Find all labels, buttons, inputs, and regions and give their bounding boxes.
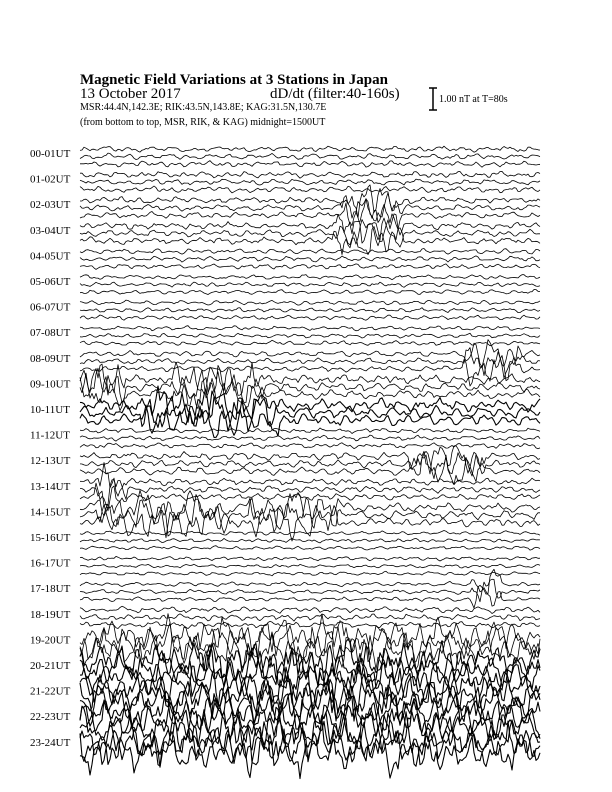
trace-11-12UT-RIK [80,435,540,441]
trace-04-05UT-RIK [80,256,540,262]
trace-00-01UT-MSR [80,161,540,168]
hour-label-13-14UT: 13-14UT [30,480,71,493]
hour-label-09-10UT: 09-10UT [30,378,71,391]
hour-label-18-19UT: 18-19UT [30,608,71,621]
hour-label-15-16UT: 15-16UT [30,532,71,544]
trace-18-19UT-MSR [80,621,540,628]
trace-group [80,146,540,778]
trace-14-15UT-KAG [80,490,540,524]
trace-06-07UT-KAG [80,300,540,305]
date-label: 13 October 2017 [80,86,181,102]
hour-label-17-18UT: 17-18UT [30,583,71,596]
trace-06-07UT-MSR [80,315,540,320]
station-coordinates: MSR:44.4N,142.3E; RIK:43.5N,143.8E; KAG:31.5N,130.7E [80,102,327,113]
trace-07-08UT-MSR [80,340,540,345]
hour-label-16-17UT: 16-17UT [30,557,71,570]
trace-03-04UT-RIK [80,218,540,247]
trace-15-16UT-MSR [80,546,540,550]
hour-label-12-13UT: 12-13UT [30,455,71,468]
trace-11-12UT-MSR [80,443,540,449]
trace-10-11UT-MSR [80,400,540,438]
hour-label-06-07UT: 06-07UT [30,301,71,314]
trace-09-10UT-KAG [80,362,540,395]
hour-label-11-12UT: 11-12UT [30,429,70,442]
trace-16-17UT-RIK [80,564,540,568]
trace-01-02UT-KAG [80,171,540,178]
trace-01-02UT-MSR [80,186,540,193]
trace-18-19UT-RIK [80,614,540,621]
trace-05-06UT-KAG [80,275,540,280]
hour-label-07-08UT: 07-08UT [30,327,71,340]
trace-05-06UT-RIK [80,282,540,287]
trace-13-14UT-KAG [80,463,540,497]
scale-bar [429,88,437,110]
hour-label-22-23UT: 22-23UT [30,711,71,724]
hour-label-02-03UT: 02-03UT [30,199,71,212]
hour-labels [30,148,71,749]
chart-title: Magnetic Field Variations at 3 Stations in Japan [80,72,388,88]
trace-00-01UT-RIK [80,153,540,159]
hour-label-01-02UT: 01-02UT [30,173,71,186]
hour-label-23-24UT: 23-24UT [30,736,71,749]
hour-label-19-20UT: 19-20UT [30,634,71,647]
quantity-label: dD/dt (filter:40-160s) [270,86,400,102]
hour-label-20-21UT: 20-21UT [30,660,71,672]
trace-11-12UT-KAG [80,428,540,434]
hour-label-10-11UT: 10-11UT [30,404,70,416]
trace-01-02UT-RIK [80,179,540,185]
station-order-note: (from bottom to top, MSR, RIK, & KAG) midnight=1500UT [80,117,326,128]
trace-02-03UT-KAG [80,185,540,218]
trace-15-16UT-RIK [80,538,540,543]
trace-07-08UT-RIK [80,333,540,338]
trace-18-19UT-KAG [80,606,540,613]
hour-label-14-15UT: 14-15UT [30,506,71,519]
trace-06-07UT-RIK [80,308,540,313]
hour-label-05-06UT: 05-06UT [30,276,71,288]
trace-00-01UT-KAG [80,146,540,152]
trace-13-14UT-MSR [80,483,540,511]
hour-label-00-01UT: 00-01UT [30,148,71,160]
trace-16-17UT-MSR [80,571,540,576]
trace-08-09UT-RIK [80,346,540,378]
trace-07-08UT-KAG [80,326,540,331]
trace-13-14UT-RIK [80,480,540,506]
trace-04-05UT-KAG [80,249,540,255]
hour-label-03-04UT: 03-04UT [30,224,71,237]
hour-label-08-09UT: 08-09UT [30,352,71,365]
trace-08-09UT-MSR [80,356,540,387]
hour-label-21-22UT: 21-22UT [30,685,71,698]
scale-bar-label: 1.00 nT at T=80s [439,94,508,105]
trace-17-18UT-RIK [80,579,540,601]
trace-09-10UT-MSR [80,373,540,411]
hour-label-04-05UT: 04-05UT [30,250,71,263]
trace-16-17UT-KAG [80,556,540,561]
trace-04-05UT-MSR [80,264,540,270]
trace-05-06UT-MSR [80,290,540,295]
